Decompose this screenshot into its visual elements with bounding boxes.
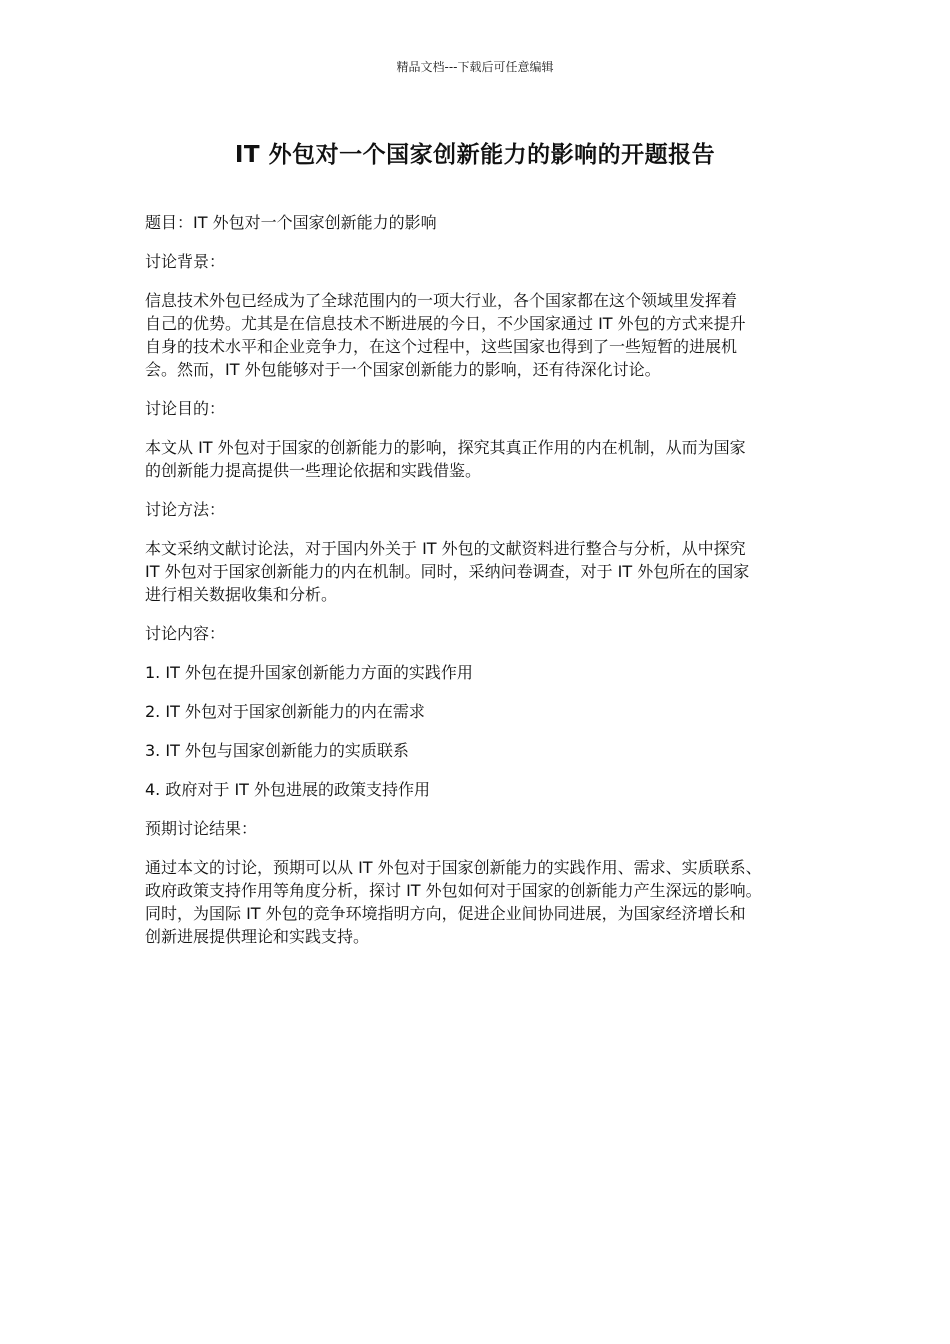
background-paragraph xyxy=(145,289,810,381)
paragraph-line: 本文采纳文献讨论法，对于国内外关于 IT 外包的文献资料进行整合与分析，从中探究 xyxy=(145,539,746,558)
content-item: 4. 政府对于 IT 外包进展的政策支持作用 xyxy=(145,780,431,799)
method-heading: 讨论方法： xyxy=(145,500,226,519)
content-item: 3. IT 外包与国家创新能力的实质联系 xyxy=(145,741,409,760)
method-paragraph xyxy=(145,537,810,606)
paragraph-line: 本文从 IT 外包对于国家的创新能力的影响，探究其真正作用的内在机制，从而为国家 xyxy=(145,438,746,457)
paragraph-line: IT 外包对于国家创新能力的内在机制。同时，采纳问卷调查，对于 IT 外包所在的国家 xyxy=(145,562,750,581)
paragraph-line: 的创新能力提高提供一些理论依据和实践借鉴。 xyxy=(145,461,482,480)
content-heading: 讨论内容： xyxy=(145,624,226,643)
page-header: 精品文档---下载后可任意编辑 xyxy=(396,60,554,74)
background-heading: 讨论背景： xyxy=(145,252,226,271)
document-body xyxy=(145,211,810,964)
paragraph-line: 通过本文的讨论，预期可以从 IT 外包对于国家创新能力的实践作用、需求、实质联系、 xyxy=(145,858,762,877)
results-paragraph xyxy=(145,856,810,948)
document-title: IT 外包对一个国家创新能力的影响的开题报告 xyxy=(234,142,716,168)
paragraph-line: 会。然而，IT 外包能够对于一个国家创新能力的影响，还有待深化讨论。 xyxy=(145,360,661,379)
paragraph-line: 自己的优势。尤其是在信息技术不断进展的今日，不少国家通过 IT 外包的方式来提升 xyxy=(145,314,746,333)
purpose-heading: 讨论目的： xyxy=(145,399,226,418)
paragraph-line: 信息技术外包已经成为了全球范围内的一项大行业，各个国家都在这个领域里发挥着 xyxy=(145,291,738,310)
paragraph-line: 自身的技术水平和企业竞争力，在这个过程中，这些国家也得到了一些短暂的进展机 xyxy=(145,337,738,356)
paragraph-line: 创新进展提供理论和实践支持。 xyxy=(145,927,370,946)
paragraph-line: 同时，为国际 IT 外包的竞争环境指明方向，促进企业间协同进展，为国家经济增长和 xyxy=(145,904,746,923)
purpose-paragraph xyxy=(145,436,810,482)
results-heading: 预期讨论结果： xyxy=(145,819,258,838)
content-item: 1. IT 外包在提升国家创新能力方面的实践作用 xyxy=(145,663,473,682)
topic-line: 题目：IT 外包对一个国家创新能力的影响 xyxy=(145,213,437,232)
content-item: 2. IT 外包对于国家创新能力的内在需求 xyxy=(145,702,425,721)
paragraph-line: 进行相关数据收集和分析。 xyxy=(145,585,338,604)
paragraph-line: 政府政策支持作用等角度分析，探讨 IT 外包如何对于国家的创新能力产生深远的影响。 xyxy=(145,881,762,900)
